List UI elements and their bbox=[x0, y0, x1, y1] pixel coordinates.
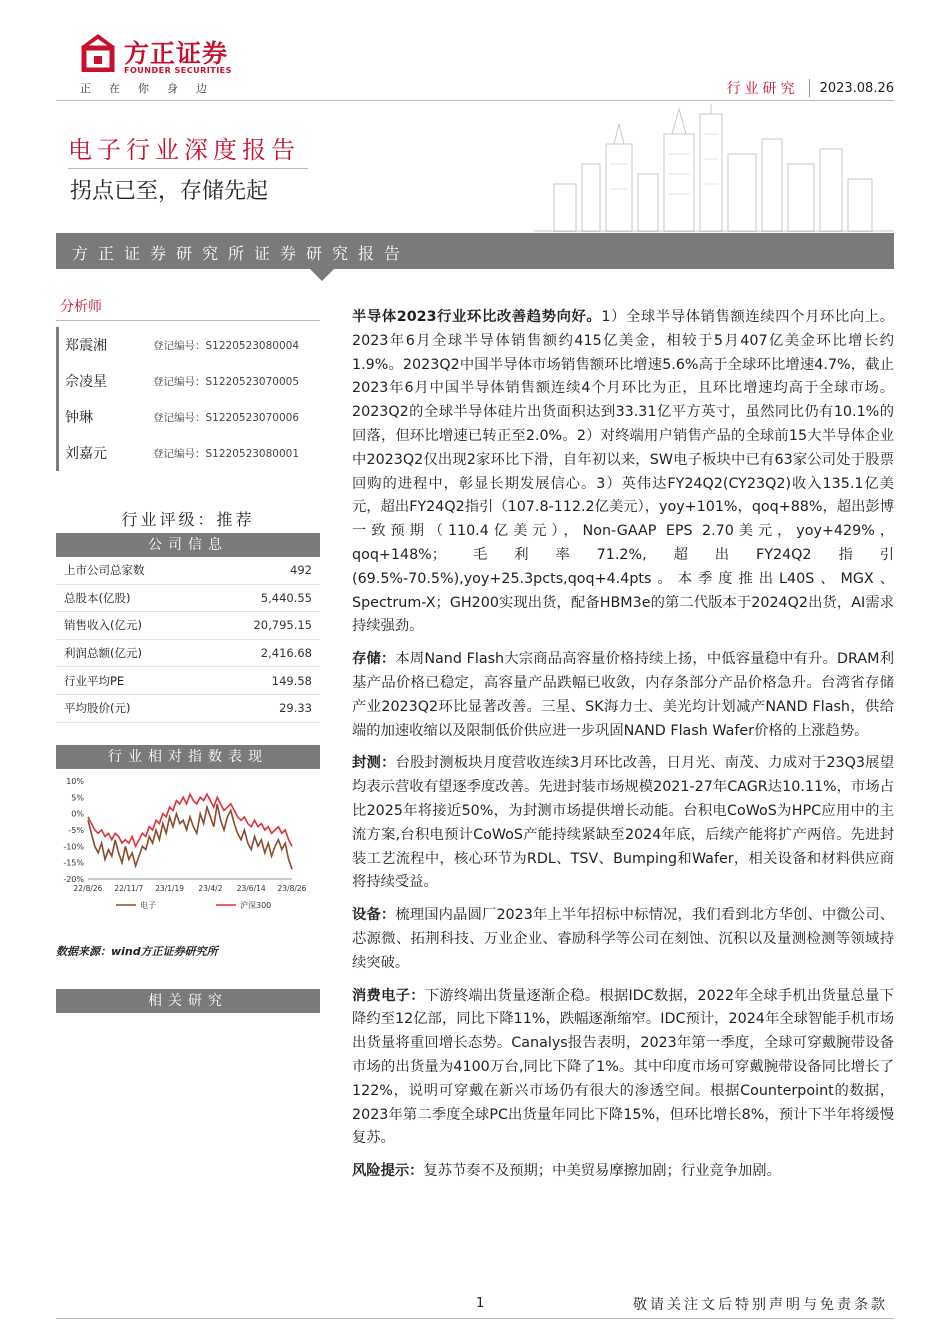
report-date: 2023.08.26 bbox=[819, 80, 894, 96]
relative-index-chart bbox=[56, 769, 320, 939]
analyst-registration: 登记编号：S1220523080004 bbox=[153, 339, 300, 352]
body-paragraph bbox=[352, 752, 894, 895]
info-label: 销售收入(亿元) bbox=[64, 618, 142, 633]
institute-bar bbox=[56, 233, 894, 269]
analyst-registration: 登记编号：S1220523070006 bbox=[153, 411, 300, 424]
logo-en-text: FOUNDER SECURITIES bbox=[124, 66, 232, 75]
x-tick-label: 23/8/26 bbox=[277, 883, 307, 893]
y-tick-label: -20% bbox=[63, 874, 84, 884]
paragraph-text: 梳理国内晶圆厂2023年上半年招标中标情况，我们看到北方华创、中微公司、芯源微、拓荆科技、万业企业、睿励科学等公司在刻蚀、沉积以及量测检测等领域持续突破。 bbox=[352, 907, 894, 971]
body-paragraph bbox=[352, 985, 894, 1152]
info-value: 5,440.55 bbox=[260, 590, 312, 605]
body-paragraph bbox=[352, 1160, 894, 1184]
y-tick-label: 0% bbox=[71, 809, 84, 819]
title-banner bbox=[56, 104, 894, 232]
footer-divider bbox=[56, 1318, 894, 1319]
info-row bbox=[56, 667, 320, 695]
report-body bbox=[352, 306, 894, 1193]
report-category: 行业研究 bbox=[726, 81, 799, 97]
sidebar bbox=[56, 296, 320, 1013]
header-divider bbox=[56, 100, 894, 101]
analyst-row bbox=[56, 435, 320, 471]
paragraph-lead: 风险提示： bbox=[352, 1163, 424, 1180]
info-value: 2,416.68 bbox=[260, 646, 312, 661]
info-value: 29.33 bbox=[279, 701, 312, 716]
x-tick-label: 22/11/7 bbox=[114, 883, 144, 893]
report-subtitle: 拐点已至，存储先起 bbox=[70, 179, 269, 204]
report-title: 电子行业深度报告 bbox=[68, 136, 300, 164]
body-paragraph bbox=[352, 648, 894, 743]
x-tick-label: 22/8/26 bbox=[73, 883, 103, 893]
bar-pointer-icon bbox=[310, 269, 334, 281]
founder-logo-icon bbox=[78, 32, 118, 72]
analyst-row bbox=[56, 399, 320, 435]
x-tick-label: 23/6/14 bbox=[236, 883, 266, 893]
paragraph-text: 台股封测板块月度营收连续3月环比改善，日月光、南茂、力成对于23Q3展望均表示营收有望逐季度改善。先进封装市场规模2021-27年CAGR达10.11%，市场占比2025年将接近50%，为封测市场提供增长动能。台积电CoWoS为HPC应用中的主流方案,台积电预计CoWoS产能持续紧缺至2024年底，后续产能将扩产两倍。先进封装工艺流程中，核心环节为RDL、TSV、Bumping和Wafer，相关设备和材料供应商将持续受益。 bbox=[352, 755, 895, 891]
page-number: 1 bbox=[476, 1296, 485, 1311]
paragraph-lead: 存储： bbox=[352, 651, 396, 668]
paragraph-lead: 消费电子： bbox=[352, 987, 425, 1004]
info-value: 492 bbox=[290, 563, 312, 578]
y-tick-label: -10% bbox=[63, 841, 84, 851]
info-value: 20,795.15 bbox=[253, 618, 312, 633]
info-row bbox=[56, 695, 320, 723]
analyst-registration: 登记编号：S1220523080001 bbox=[153, 447, 300, 460]
chart-source: 数据来源：wind方正证券研究所 bbox=[56, 944, 218, 958]
y-tick-label: 5% bbox=[71, 792, 84, 802]
relative-index-section bbox=[56, 745, 320, 959]
body-paragraph bbox=[352, 904, 894, 975]
disclaimer-note: 敬请关注文后特别声明与免责条款 bbox=[633, 1297, 888, 1313]
analyst-row bbox=[56, 363, 320, 399]
title-underline bbox=[68, 168, 308, 169]
info-row bbox=[56, 557, 320, 585]
legend-label: 电子 bbox=[140, 900, 156, 910]
paragraph-text: 复苏节奏不及预期；中美贸易摩擦加剧；行业竞争加剧。 bbox=[423, 1163, 781, 1180]
info-row bbox=[56, 612, 320, 640]
logo-slogan: 正在你身边 bbox=[80, 82, 225, 95]
chart-svg bbox=[56, 769, 320, 939]
paragraph-text: 1）全球半导体销售额连续四个月环比向上。 2023年6月全球半导体销售额约415亿美金，相较于5月407亿美金环比增长约1.9%。2023Q2中国半导体市场销售额环比增速5.6%高于全球环比增速4.7%，截止2023年6月中国半导体销售额连续4个月环比为正，且环比增速均高于全球市场。2023Q2的全球半导体硅片出货面积达到33.31亿平方英寸，虽然同比仍有10.1%的回落，但环比增速已转正至2.0%。2）对终端用户销售产品的全球前15大半导体企业中2023Q2仅出现2家环比下滑，自年初以来，SW电子板块中已有63家公司处于股票回购的进程中，彰显长期发展信心。3）英伟达FY24Q2(CY23Q2)收入135.1亿美元，超出FY24Q2指引（107.8-112.2亿美元），yoy+101%，qoq+88%，超出彭博一致预期（110.4亿美元），Non-GAAP EPS 2.70美元，yoy+429%，qoq+148%；毛利率71.2%,超出FY24Q2指引(69.5%-70.5%),yoy+25.3pcts,qoq+4.4pts。本季度推出L40S、MGX、Spectrum-X；GH200实现出货，配备HBM3e的第二代版本于2024Q2出货，AI需求持续强劲。 bbox=[352, 309, 894, 635]
paragraph-lead: 封测： bbox=[352, 755, 396, 772]
city-skyline-image bbox=[534, 104, 894, 232]
analyst-row bbox=[56, 327, 320, 363]
related-research-heading: 相关研究 bbox=[56, 989, 320, 1013]
info-label: 平均股价(元) bbox=[64, 701, 131, 716]
analyst-list bbox=[56, 327, 320, 471]
header-meta bbox=[727, 78, 894, 98]
info-label: 上市公司总家数 bbox=[64, 563, 145, 578]
analyst-divider bbox=[56, 320, 320, 321]
x-tick-label: 23/4/2 bbox=[198, 883, 223, 893]
info-label: 总股本(亿股) bbox=[64, 590, 131, 605]
institute-bar-text: 方正证券研究所证券研究报告 bbox=[72, 244, 411, 263]
y-tick-label: -5% bbox=[68, 825, 84, 835]
y-tick-label: 10% bbox=[66, 776, 84, 786]
paragraph-lead: 半导体2023行业环比改善趋势向好。 bbox=[352, 309, 602, 325]
founder-logo bbox=[66, 28, 236, 98]
analyst-name: 刘嘉元 bbox=[65, 446, 107, 462]
company-info-table bbox=[56, 557, 320, 723]
analyst-name: 佘凌星 bbox=[65, 374, 107, 390]
paragraph-text: 本周Nand Flash大宗商品高容量价格持续上扬，中低容量稳中有升。DRAM利基产品价格已稳定，高容量产品跌幅已收敛，内存条部分产品价格急升。台湾省存储产业2023Q2环比显著改善。三星、SK海力士、美光均计划减产NAND Flash，供给端的加速收缩以及限制低价供应进一步巩固NAND Flash Wafer价格的上涨趋势。 bbox=[352, 651, 894, 739]
related-research-section bbox=[56, 989, 320, 1013]
logo-cn-text: 方正证券 bbox=[124, 39, 229, 68]
company-info-heading: 公司信息 bbox=[56, 533, 320, 557]
info-label: 利润总额(亿元) bbox=[64, 646, 142, 661]
info-label: 行业平均PE bbox=[64, 673, 125, 688]
analyst-registration: 登记编号：S1220523070005 bbox=[153, 375, 300, 388]
analyst-name: 钟琳 bbox=[65, 410, 93, 426]
info-row bbox=[56, 640, 320, 668]
paragraph-lead: 设备： bbox=[352, 907, 396, 924]
analyst-name: 郑震湘 bbox=[65, 338, 107, 354]
paragraph-text: 下游终端出货量逐渐企稳。根据IDC数据，2022年全球手机出货量总量下降约至12亿部，同比下降11%，跌幅逐渐缩窄。IDC预计，2024年全球智能手机市场出货量将重回增长态势。Canalys报告表明，2023年第一季度，全球可穿戴腕带设备市场的出货量为4100万台,同比下降了1%。其中印度市场可穿戴腕带设备同比增长了122%，说明可穿戴在新兴市场仍有很大的渗透空间。根据Counterpoint的数据，2023年第二季度全球PC出货量年同比下降15%，但环比增长8%，预计下半年将缓慢复苏。 bbox=[352, 987, 894, 1147]
industry-rating: 行业评级：推荐 bbox=[121, 510, 255, 529]
body-paragraph bbox=[352, 306, 894, 639]
header-separator bbox=[809, 79, 810, 97]
info-row bbox=[56, 585, 320, 613]
y-tick-label: -15% bbox=[63, 858, 84, 868]
legend-label: 沪深300 bbox=[240, 900, 272, 910]
relative-index-heading: 行业相对指数表现 bbox=[56, 745, 320, 769]
info-value: 149.58 bbox=[271, 673, 312, 688]
x-tick-label: 23/1/19 bbox=[155, 883, 185, 893]
analyst-heading: 分析师 bbox=[60, 299, 102, 315]
